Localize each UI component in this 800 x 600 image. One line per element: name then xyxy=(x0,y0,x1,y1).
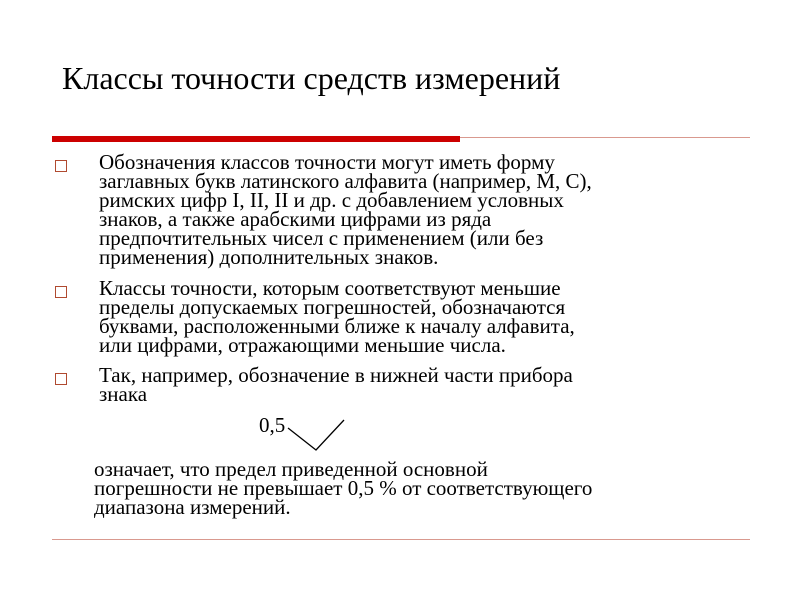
title-underline-thin xyxy=(460,137,750,138)
explanation-text: означает, что предел приведенной основной погрешности не превышает 0,5 % от соответствующего диапазона измерений. xyxy=(94,457,593,519)
title-underline-accent xyxy=(52,136,460,142)
checkmark-symbol-icon xyxy=(286,418,348,454)
bullet-text-3: Так, например, обозначение в нижней части прибора знака xyxy=(99,363,573,406)
bullet-text-2: Классы точности, которым соответствуют меньшие пределы допускаемых погрешностей, обозначаются буквами, расположенными ближе к началу алфавита, или цифрами, отражающими меньшие числа. xyxy=(99,276,575,357)
bullet-square-icon xyxy=(55,160,67,172)
slide-title: Классы точности средств измерений xyxy=(62,60,561,96)
bullet-square-icon xyxy=(55,286,67,298)
accuracy-class-value: 0,5 xyxy=(259,413,286,437)
bullet-text-1: Обозначения классов точности могут иметь форму заглавных букв латинского алфавита (например, M, C), римских цифр I, II, II и др. с добавлением условных знаков, а также арабскими цифрами из ряда предпочтительных чисел с применением (или без применения) дополнительных знаков. xyxy=(99,150,592,269)
bottom-divider xyxy=(52,539,750,540)
bullet-square-icon xyxy=(55,373,67,385)
